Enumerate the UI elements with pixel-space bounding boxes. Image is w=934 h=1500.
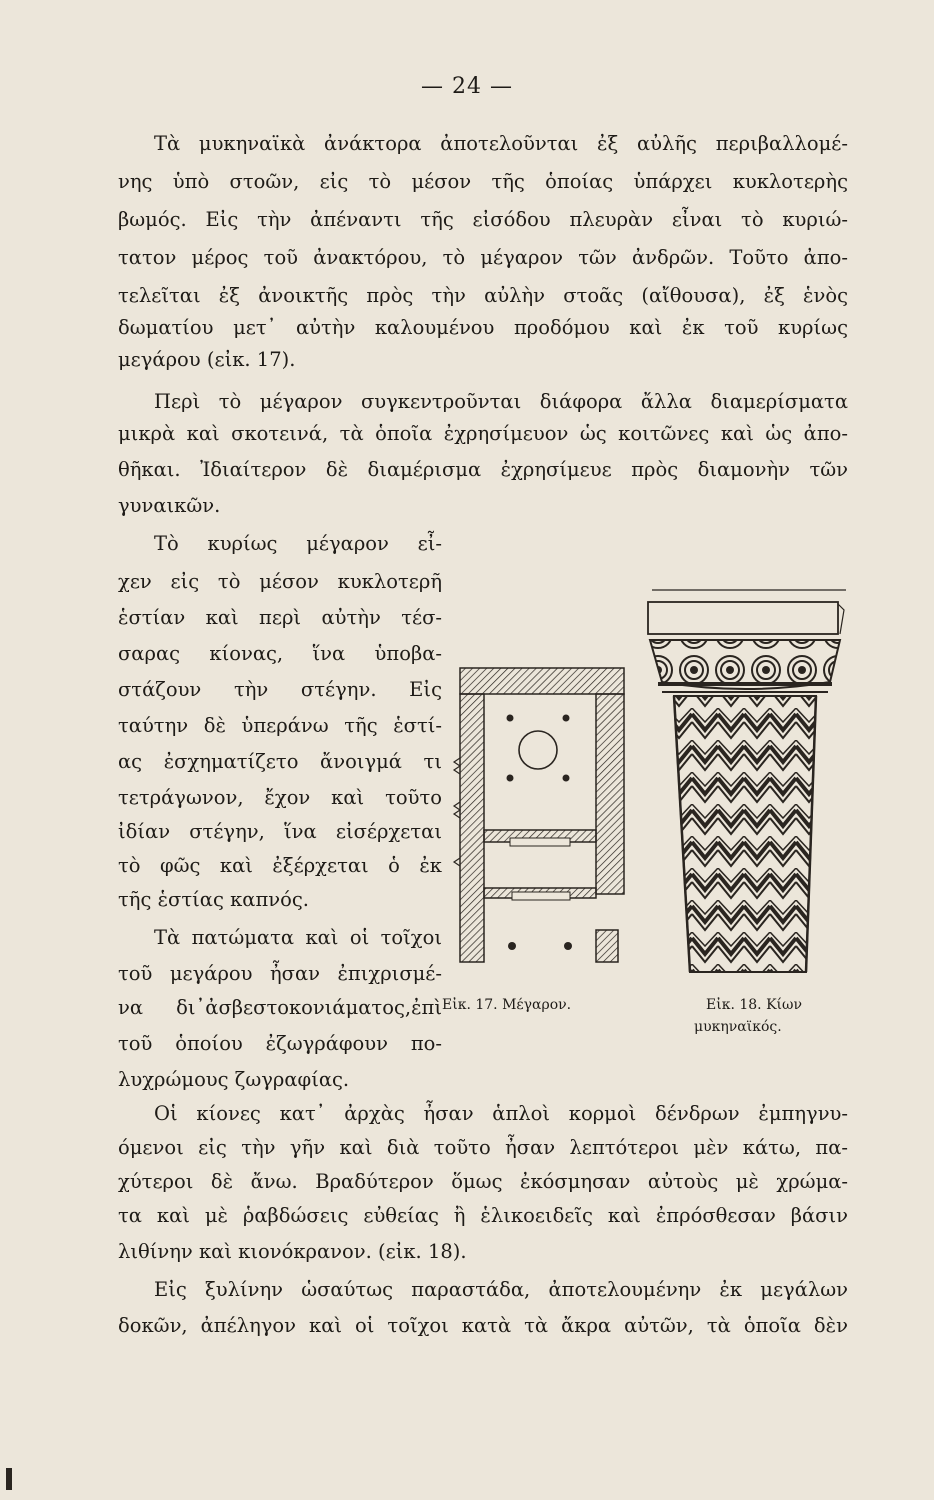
text-line: Τὰ πατώματα καὶ οἱ τοῖχοι [154,926,442,949]
mycenaean-column-figure [640,580,850,980]
text-line: δωματίου μετ᾽ αὐτὴν καλουμένου προδόμου καὶ ἐκ τοῦ κυρίως [118,316,848,339]
text-line: τελεῖται ἐξ ἀνοικτῆς πρὸς τὴν αὐλὴν στοᾶς (αἴθουσα), ἐξ ἑνὸς [118,284,848,307]
text-line: χύτεροι δὲ ἄνω. Βραδύτερον ὅμως ἐκόσμησαν αὐτοὺς μὲ χρώμα- [118,1170,848,1193]
figure-17-caption: Εἰκ. 17. Μέγαρον. [442,997,572,1013]
column-shaft [674,696,816,972]
text-line: θῆκαι. Ἰδιαίτερον δὲ διαμέρισμα ἐχρησίμευε πρὸς διαμονὴν τῶν [118,458,848,481]
text-line: βωμός. Εἰς τὴν ἀπέναντι τῆς εἰσόδου πλευρὰν εἶναι τὸ κυριώ- [118,208,848,231]
text-line: ας ἐσχηματίζετο ἄνοιγμά τι [118,750,442,773]
text-line: τὸ φῶς καὶ ἐξέρχεται ὁ ἐκ [118,854,442,877]
text-line: δοκῶν, ἀπέληγον καὶ οἱ τοῖχοι κατὰ τὰ ἄκρα αὐτῶν, τὰ ὁποῖα δὲν [118,1314,848,1337]
text-line: στάζουν τὴν στέγην. Εἰς [118,678,442,701]
text-line: Εἰς ξυλίνην ὡσαύτως παραστάδα, ἀποτελουμένην ἐκ μεγάλων [154,1278,848,1301]
page-number: — 24 — [421,74,513,99]
column-dot [563,775,570,782]
text-line: νης ὑπὸ στοῶν, εἰς τὸ μέσον τῆς ὁποίας ὑπάρχει κυκλοτερὴς [118,170,848,193]
text-line: τοῦ ὁποίου ἐζωγράφουν πο- [118,1032,442,1055]
text-line: ἑστίαν καὶ περὶ αὐτὴν τέσ- [118,606,442,629]
text-line: μεγάρου (εἰκ. 17). [118,348,296,371]
column-dot [564,942,572,950]
column-dot [507,715,514,722]
figure-18-caption-line1: Εἰκ. 18. Κίων [706,997,802,1013]
text-line: ἰδίαν στέγην, ἵνα εἰσέρχεται [118,820,442,843]
text-line: Περὶ τὸ μέγαρον συγκεντροῦνται διάφορα ἄλλα διαμερίσματα [154,390,848,413]
text-line: μικρὰ καὶ σκοτεινά, τὰ ὁποῖα ἐχρησίμευον ὡς κοιτῶνες καὶ ὡς ἀπο- [118,422,848,445]
text-line: γυναικῶν. [118,494,221,517]
text-line: τατον μέρος τοῦ ἀνακτόρου, τὸ μέγαρον τῶν ἀνδρῶν. Τοῦτο ἀπο- [118,246,848,269]
text-line: τετράγωνον, ἔχον καὶ τοῦτο [118,786,442,809]
text-line: ταύτην δὲ ὑπεράνω τῆς ἑστί- [118,714,442,737]
column-capital [650,640,840,689]
text-line: τα καὶ μὲ ῥαβδώσεις εὐθείας ἢ ἑλικοειδεῖς καὶ ἐπρόσθεσαν βάσιν [118,1204,848,1227]
column-dot [507,775,514,782]
column-dot [563,715,570,722]
column-abacus [648,602,838,634]
text-line: Τὰ μυκηναϊκὰ ἀνάκτορα ἀποτελοῦνται ἐξ αὐλῆς περιβαλλομέ- [154,132,848,155]
text-line: σαρας κίονας, ἵνα ὑποβα- [118,642,442,665]
text-line: λυχρώμους ζωγραφίας. [118,1068,350,1091]
text-line: Οἱ κίονες κατ᾽ ἀρχὰς ἦσαν ἁπλοὶ κορμοὶ δένδρων ἐμπηγνυ- [154,1102,848,1125]
text-line: λιθίνην καὶ κιονόκρανον. (εἰκ. 18). [118,1240,467,1263]
figure-18-caption-line2: μυκηναϊκός. [694,1019,782,1035]
text-line: τοῦ μεγάρου ἦσαν ἐπιχρισμέ- [118,962,442,985]
text-line: όμενοι εἰς τὴν γῆν καὶ διὰ τοῦτο ἦσαν λεπτότεροι μὲν κάτω, πα- [118,1136,848,1159]
hearth-mark [519,731,557,769]
text-line: χεν εἰς τὸ μέσον κυκλοτερῆ [118,570,442,593]
megaron-plan-figure [450,662,634,974]
scan-edge-mark [6,1468,12,1490]
column-dot [508,942,516,950]
text-line: να δι᾽ἀσβεστοκονιάματος,ἐπὶ [118,996,442,1019]
text-line: τῆς ἑστίας καπνός. [118,888,309,911]
text-line: Τὸ κυρίως μέγαρον εἶ- [154,532,442,555]
